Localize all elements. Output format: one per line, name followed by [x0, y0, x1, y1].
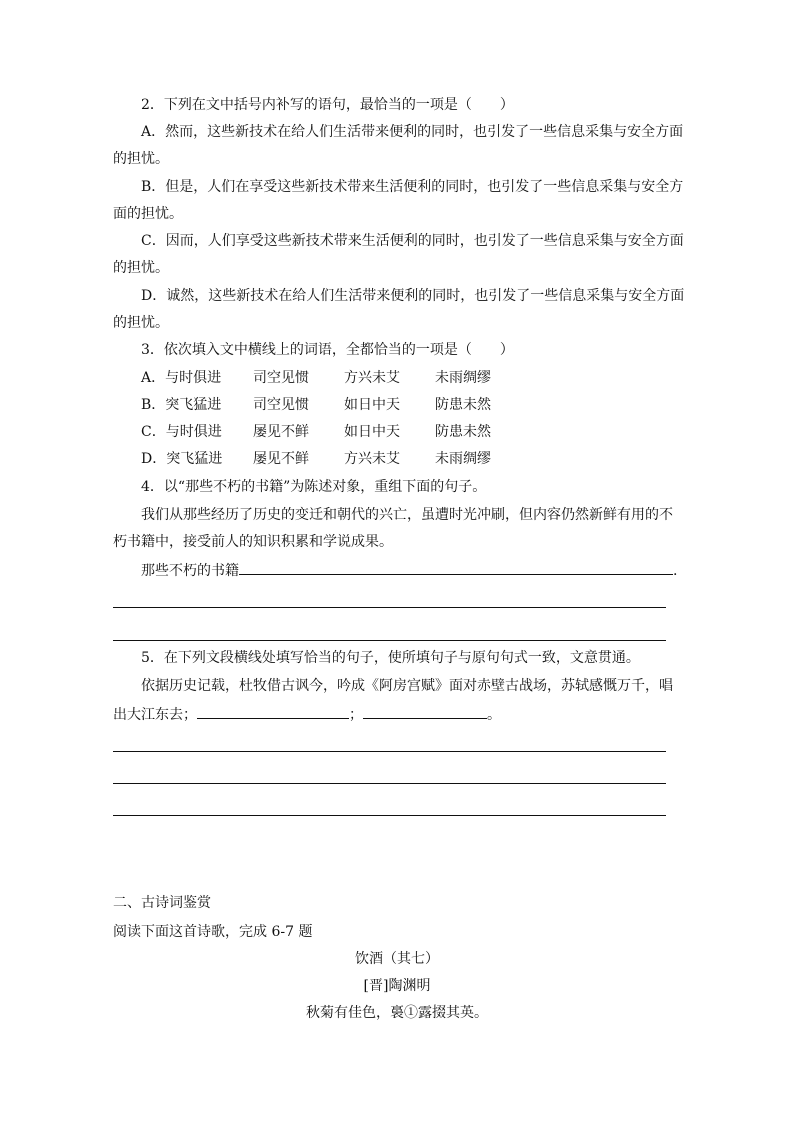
q3-stem: 3．依次填入文中横线上的词语，全都恰当的一项是（ ） — [141, 342, 514, 358]
q4-answer-end: . — [673, 563, 678, 579]
q3-c-word-2: 屡见不鲜 — [253, 424, 309, 440]
poem-line-1: 秋菊有佳色，裛①露掇其英。 — [306, 1005, 488, 1021]
q3-b-word-1: B．突飞猛进 — [141, 397, 222, 413]
q5-answer-rule-1[interactable] — [113, 751, 666, 752]
q5-stem: 5．在下列文段横线处填写恰当的句子，使所填句子与原句句式一致，文意贯通。 — [141, 650, 640, 666]
q5-text-prefix: 出大江东去； — [113, 707, 197, 723]
q3-a-word-2: 司空见惯 — [253, 370, 309, 386]
q3-c-word-1: C．与时俱进 — [141, 424, 222, 440]
q5-text-line1: 依据历史记载，杜牧借古讽今，吟成《阿房宫赋》面对赤壁古战场，苏轼感慨万千，唱 — [141, 678, 673, 694]
q3-c-word-4: 防患未然 — [435, 424, 491, 440]
poem-title: 饮酒（其七） — [355, 951, 439, 967]
q3-d-word-2: 屡见不鲜 — [253, 451, 309, 467]
q5-separator: ； — [349, 707, 363, 723]
q2-option-b-line1: B．但是，人们在享受这些新技术带来生活便利的同时，也引发了一些信息采集与安全方 — [141, 179, 684, 195]
q2-option-c-line1: C．因而，人们享受这些新技术带来生活便利的同时，也引发了一些信息采集与安全方面 — [141, 233, 684, 249]
q5-blank-2[interactable] — [363, 705, 487, 719]
q3-d-word-4: 未雨绸缪 — [435, 451, 491, 467]
q5-answer-rule-3[interactable] — [113, 815, 666, 816]
q3-a-word-3: 方兴未艾 — [344, 370, 400, 386]
q5-answer-rule-2[interactable] — [113, 783, 666, 784]
q4-text-line2: 朽书籍中，接受前人的知识积累和学说成果。 — [113, 534, 393, 550]
q4-text-line1: 我们从那些经历了历史的变迁和朝代的兴亡，虽遭时光冲刷，但内容仍然新鲜有用的不 — [141, 507, 673, 523]
q3-b-word-3: 如日中天 — [344, 397, 400, 413]
q2-option-c-line2: 的担忧。 — [113, 260, 169, 276]
q5-end-mark: 。 — [487, 707, 501, 723]
q3-d-word-1: D．突飞猛进 — [141, 451, 223, 467]
q3-d-word-3: 方兴未艾 — [344, 451, 400, 467]
q3-a-word-1: A．与时俱进 — [141, 370, 222, 386]
q3-b-word-4: 防患未然 — [435, 397, 491, 413]
q4-answer-prefix: 那些不朽的书籍 — [141, 563, 239, 579]
poem-author: [晋]陶渊明 — [363, 978, 431, 994]
q2-option-d-line2: 的担忧。 — [113, 315, 169, 331]
q4-answer-line — [141, 561, 677, 580]
q2-stem: 2．下列在文中括号内补写的语句，最恰当的一项是（ ） — [141, 97, 514, 113]
q2-option-b-line2: 面的担忧。 — [113, 206, 183, 222]
q5-blank-1[interactable] — [197, 705, 349, 719]
q4-answer-rule-2[interactable] — [113, 640, 666, 641]
section-instruction: 阅读下面这首诗歌，完成 6-7 题 — [113, 924, 313, 940]
q2-option-a-line1: A．然而，这些新技术在给人们生活带来便利的同时，也引发了一些信息采集与安全方面 — [141, 124, 684, 140]
q5-text-line2 — [113, 705, 501, 724]
q3-a-word-4: 未雨绸缪 — [435, 370, 491, 386]
q4-answer-blank[interactable] — [239, 561, 673, 575]
q2-option-d-line1: D．诚然，这些新技术在给人们生活带来便利的同时，也引发了一些信息采集与安全方面 — [141, 288, 685, 304]
q3-c-word-3: 如日中天 — [344, 424, 400, 440]
q4-answer-rule-1[interactable] — [113, 607, 666, 608]
q4-stem: 4．以“那些不朽的书籍”为陈述对象，重组下面的句子。 — [141, 479, 487, 495]
section-heading: 二、古诗词鉴赏 — [113, 895, 211, 911]
q2-option-a-line2: 的担忧。 — [113, 151, 169, 167]
q3-b-word-2: 司空见惯 — [253, 397, 309, 413]
